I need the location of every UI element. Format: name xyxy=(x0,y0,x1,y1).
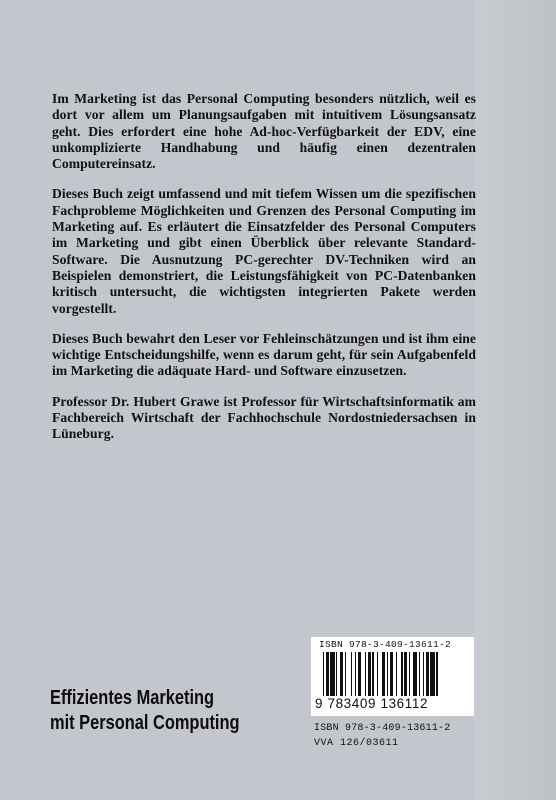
book-title-line-1: Effizientes Marketing xyxy=(50,687,215,709)
barcode-bar xyxy=(358,652,361,696)
book-title-line-2: mit Personal Computing xyxy=(50,712,240,734)
book-title xyxy=(50,686,263,736)
barcode-bar xyxy=(372,652,373,696)
barcode-bar xyxy=(340,652,343,696)
barcode-bar xyxy=(426,652,429,696)
barcode-bar xyxy=(387,652,388,696)
barcode xyxy=(323,652,473,696)
blurb-paragraph-1: Im Marketing ist das Personal Computing besonders nützlich, weil es dort vor allem um Planungsaufgaben mit intuitivem Lösungsansatz geht. Dies erfordert eine hohe Ad-hoc-Verfügbarkeit der EDV, eine unkomplizierte Handhabung und häufig einen dezentralen Computereinsatz. xyxy=(52,91,476,172)
barcode-bar xyxy=(430,652,434,696)
barcode-bar xyxy=(404,652,407,696)
barcode-bar xyxy=(382,652,385,696)
barcode-bar xyxy=(396,652,397,696)
barcode-bar xyxy=(377,652,378,696)
barcode-bar xyxy=(345,652,346,696)
barcode-bar xyxy=(401,652,402,696)
barcode-bar xyxy=(326,652,329,696)
back-cover-blurb xyxy=(52,91,476,457)
barcode-bar xyxy=(390,652,393,696)
barcode-bar xyxy=(409,652,410,696)
blurb-paragraph-3: Dieses Buch bewahrt den Leser vor Fehleinschätzungen und ist ihm eine wichtige Entscheidungshilfe, wenn es darum geht, für sein Aufgabenfeld im Marketing die adäquate Hard- und Software einzusetzen. xyxy=(52,330,476,379)
isbn-barcode-digits: 9 783409 136112 xyxy=(315,696,429,711)
barcode-bar xyxy=(330,652,334,696)
blurb-paragraph-2: Dieses Buch zeigt umfassend und mit tiefem Wissen um die spezifischen Fachprobleme Möglichkeiten und Grenzen des Personal Computing im Marketing auf. Es erläutert die Einsatzfelder des Personal Computers im Marketing und gibt einen Überblick über relevante Standard-Software. Die Ausnutzung PC-gerechter DV-Techniken wird an Beispielen demonstriert, die Leistungsfähigkeit von PC-Datenbanken kritisch untersucht, die wichtigsten integrierten Pakete werden vorgestellt. xyxy=(52,186,476,316)
right-color-strip xyxy=(474,0,556,800)
barcode-bar xyxy=(365,652,366,696)
barcode-bar xyxy=(355,652,356,696)
barcode-bar xyxy=(351,652,352,696)
barcode-bar xyxy=(419,652,420,696)
isbn-bottom-text: ISBN 978-3-409-13611-2 xyxy=(314,723,451,734)
barcode-bar xyxy=(436,652,437,696)
barcode-bar xyxy=(336,652,337,696)
barcode-bar xyxy=(423,652,424,696)
isbn-barcode-label xyxy=(311,637,474,716)
blurb-paragraph-4: Professor Dr. Hubert Grawe ist Professor für Wirtschaftsinformatik am Fachbereich Wirtschaft der Fachhochschule Nordostniedersachsen in Lüneburg. xyxy=(52,393,476,442)
isbn-top-text: ISBN 978-3-409-13611-2 xyxy=(319,639,452,650)
barcode-bar xyxy=(413,652,417,696)
vva-number: VVA 126/03611 xyxy=(314,738,399,749)
barcode-bar xyxy=(368,652,371,696)
barcode-bar xyxy=(323,652,324,696)
